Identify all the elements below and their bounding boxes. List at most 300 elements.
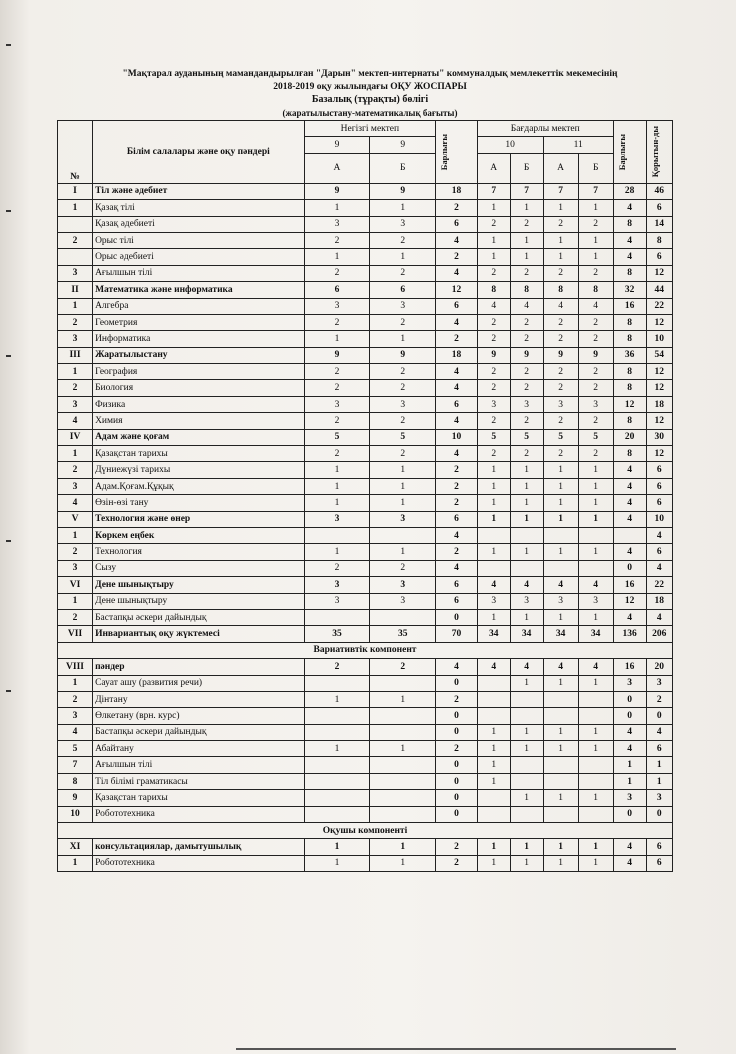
row-number: 1 <box>58 298 93 314</box>
hours-cell: 2 <box>543 216 578 232</box>
row-number: 3 <box>58 478 93 494</box>
hours-cell: 1 <box>543 544 578 560</box>
table-row <box>58 577 673 593</box>
hours-cell: 2 <box>510 446 543 462</box>
hours-cell: 1 <box>477 773 510 789</box>
table-row <box>58 757 673 773</box>
hours-cell: 1 <box>370 200 436 216</box>
hours-cell <box>304 724 370 740</box>
subject-name: Жаратылыстану <box>93 347 305 363</box>
table-row <box>58 609 673 625</box>
hours-cell: 4 <box>613 511 646 527</box>
hours-cell: 7 <box>578 183 613 199</box>
hours-cell: 1 <box>304 495 370 511</box>
hours-cell <box>304 773 370 789</box>
hours-cell <box>578 708 613 724</box>
hours-cell: 9 <box>370 183 436 199</box>
hours-cell <box>543 527 578 543</box>
hours-cell: 4 <box>510 577 543 593</box>
hours-cell: 3 <box>370 396 436 412</box>
hours-cell: 2 <box>578 413 613 429</box>
hours-cell <box>304 527 370 543</box>
hours-cell: 2 <box>510 364 543 380</box>
hours-cell <box>578 773 613 789</box>
margin-mark <box>6 44 11 46</box>
table-row <box>58 724 673 740</box>
hours-cell: 16 <box>613 659 646 675</box>
hours-cell: 6 <box>436 298 478 314</box>
hours-cell: 8 <box>578 282 613 298</box>
hours-cell: 2 <box>477 364 510 380</box>
subject-name: Орыс әдебиеті <box>93 249 305 265</box>
hours-cell: 2 <box>477 314 510 330</box>
hours-cell: 1 <box>477 724 510 740</box>
hours-cell: 4 <box>436 265 478 281</box>
hours-cell: 5 <box>304 429 370 445</box>
header-plan-title: 2018-2019 оқу жылындағы ОҚУ ЖОСПАРЫ <box>273 82 467 92</box>
hours-cell: 1 <box>578 511 613 527</box>
row-number: 2 <box>58 232 93 248</box>
hours-cell: 8 <box>543 282 578 298</box>
hours-cell <box>543 806 578 822</box>
subject-name: Адам.Қоғам.Құқық <box>93 478 305 494</box>
hours-cell: 2 <box>578 380 613 396</box>
table-row <box>58 298 673 314</box>
hours-cell: 3 <box>578 396 613 412</box>
hours-cell: 4 <box>613 724 646 740</box>
hours-cell: 20 <box>646 659 672 675</box>
table-row <box>58 560 673 576</box>
hours-cell: 9 <box>510 347 543 363</box>
table-row <box>58 478 673 494</box>
hours-cell: 1 <box>304 741 370 757</box>
hours-cell <box>477 527 510 543</box>
hours-cell: 1 <box>613 773 646 789</box>
hours-cell: 34 <box>578 626 613 642</box>
hours-cell: 1 <box>613 757 646 773</box>
hours-cell: 12 <box>646 265 672 281</box>
hours-cell: 1 <box>370 462 436 478</box>
hours-cell: 6 <box>646 855 672 871</box>
hours-cell: 0 <box>436 757 478 773</box>
hours-cell: 7 <box>543 183 578 199</box>
hours-cell: 12 <box>613 593 646 609</box>
subject-name: Сауат ашу (развития речи) <box>93 675 305 691</box>
hours-cell: 12 <box>646 380 672 396</box>
header-part-title: Базалық (тұрақты) бөлігі <box>311 94 429 105</box>
hours-cell <box>510 757 543 773</box>
hours-cell: 2 <box>477 413 510 429</box>
hours-cell: 4 <box>578 659 613 675</box>
row-number: 1 <box>58 364 93 380</box>
hours-cell: 206 <box>646 626 672 642</box>
hours-cell: 12 <box>646 314 672 330</box>
row-number: 5 <box>58 741 93 757</box>
hours-cell: 4 <box>436 446 478 462</box>
hours-cell: 1 <box>578 675 613 691</box>
hours-cell: 1 <box>304 249 370 265</box>
hours-cell: 3 <box>646 790 672 806</box>
table-row <box>58 462 673 478</box>
hours-cell <box>613 527 646 543</box>
hours-cell: 0 <box>436 675 478 691</box>
margin-mark <box>6 210 11 212</box>
hours-cell: 1 <box>477 511 510 527</box>
hours-cell: 30 <box>646 429 672 445</box>
col-header-basic-school: Негізгі мектеп <box>304 121 436 137</box>
hours-cell: 1 <box>543 609 578 625</box>
hours-cell: 54 <box>646 347 672 363</box>
hours-cell: 1 <box>477 609 510 625</box>
hours-cell <box>578 806 613 822</box>
subject-name: Дене шынықтыру <box>93 577 305 593</box>
hours-cell: 1 <box>370 331 436 347</box>
hours-cell: 4 <box>646 527 672 543</box>
row-number: VI <box>58 577 93 593</box>
hours-cell <box>477 560 510 576</box>
row-number: 2 <box>58 609 93 625</box>
hours-cell: 2 <box>304 364 370 380</box>
table-row <box>58 413 673 429</box>
row-number: V <box>58 511 93 527</box>
hours-cell: 1 <box>578 839 613 855</box>
class-letter: А <box>477 153 510 183</box>
hours-cell: 8 <box>613 446 646 462</box>
hours-cell: 2 <box>370 560 436 576</box>
hours-cell: 70 <box>436 626 478 642</box>
hours-cell <box>477 675 510 691</box>
hours-cell: 4 <box>578 577 613 593</box>
subject-name: Тіл және әдебиет <box>93 183 305 199</box>
hours-cell: 4 <box>510 659 543 675</box>
hours-cell: 2 <box>578 331 613 347</box>
table-row <box>58 790 673 806</box>
hours-cell: 6 <box>370 282 436 298</box>
hours-cell: 1 <box>510 478 543 494</box>
hours-cell: 2 <box>510 265 543 281</box>
hours-cell: 1 <box>510 200 543 216</box>
hours-cell: 16 <box>613 577 646 593</box>
hours-cell: 18 <box>436 347 478 363</box>
subject-name: Қазақстан тарихы <box>93 790 305 806</box>
hours-cell: 4 <box>613 462 646 478</box>
hours-cell <box>477 708 510 724</box>
hours-cell: 1 <box>477 741 510 757</box>
hours-cell: 1 <box>477 232 510 248</box>
hours-cell: 4 <box>613 544 646 560</box>
hours-cell <box>543 757 578 773</box>
hours-cell: 4 <box>646 609 672 625</box>
hours-cell: 2 <box>510 380 543 396</box>
hours-cell: 1 <box>477 478 510 494</box>
hours-cell: 35 <box>304 626 370 642</box>
row-number: 2 <box>58 314 93 330</box>
hours-cell: 1 <box>477 839 510 855</box>
hours-cell: 1 <box>543 200 578 216</box>
hours-cell <box>510 527 543 543</box>
hours-cell: 8 <box>477 282 510 298</box>
hours-cell: 12 <box>613 396 646 412</box>
hours-cell: 4 <box>578 298 613 314</box>
hours-cell <box>304 790 370 806</box>
hours-cell: 1 <box>543 249 578 265</box>
subject-name: Бастапқы әскери дайындық <box>93 724 305 740</box>
col-header-profile-school: Бағдарлы мектеп <box>477 121 613 137</box>
table-row <box>58 839 673 855</box>
table-row <box>58 659 673 675</box>
hours-cell: 2 <box>510 216 543 232</box>
hours-cell: 2 <box>510 314 543 330</box>
hours-cell: 1 <box>543 511 578 527</box>
hours-cell: 34 <box>543 626 578 642</box>
hours-cell: 4 <box>613 495 646 511</box>
hours-cell: 3 <box>543 396 578 412</box>
hours-cell <box>370 806 436 822</box>
hours-cell: 7 <box>510 183 543 199</box>
hours-cell: 1 <box>578 200 613 216</box>
hours-cell: 1 <box>510 675 543 691</box>
hours-cell: 8 <box>613 380 646 396</box>
hours-cell: 1 <box>510 839 543 855</box>
hours-cell: 3 <box>510 593 543 609</box>
row-number: 3 <box>58 331 93 347</box>
hours-cell <box>510 806 543 822</box>
hours-cell: 3 <box>477 396 510 412</box>
table-row <box>58 806 673 822</box>
hours-cell: 2 <box>370 314 436 330</box>
subject-name: Дүниежүзі тарихы <box>93 462 305 478</box>
table-row <box>58 396 673 412</box>
hours-cell: 1 <box>304 478 370 494</box>
hours-cell: 1 <box>510 724 543 740</box>
hours-cell: 1 <box>510 741 543 757</box>
hours-cell: 1 <box>543 724 578 740</box>
hours-cell: 1 <box>304 462 370 478</box>
hours-cell: 1 <box>543 790 578 806</box>
subject-name: Технология және өнер <box>93 511 305 527</box>
hours-cell: 10 <box>436 429 478 445</box>
section-title: Оқушы компоненті <box>58 823 673 839</box>
hours-cell: 2 <box>578 216 613 232</box>
hours-cell: 2 <box>436 839 478 855</box>
hours-cell: 9 <box>477 347 510 363</box>
hours-cell <box>477 691 510 707</box>
hours-cell: 4 <box>613 609 646 625</box>
hours-cell: 7 <box>477 183 510 199</box>
hours-cell: 1 <box>543 675 578 691</box>
hours-cell: 1 <box>370 741 436 757</box>
row-number: 2 <box>58 691 93 707</box>
hours-cell <box>370 757 436 773</box>
subject-name: Физика <box>93 396 305 412</box>
hours-cell: 4 <box>613 200 646 216</box>
hours-cell <box>543 708 578 724</box>
hours-cell: 2 <box>370 413 436 429</box>
hours-cell: 12 <box>436 282 478 298</box>
table-row <box>58 691 673 707</box>
table-row <box>58 446 673 462</box>
hours-cell: 1 <box>304 331 370 347</box>
col-header-grand: Қорытын-ды <box>646 121 672 184</box>
hours-cell: 4 <box>436 560 478 576</box>
table-row <box>58 249 673 265</box>
hours-cell: 20 <box>613 429 646 445</box>
hours-cell: 6 <box>304 282 370 298</box>
subject-name: Өзін-өзі тану <box>93 495 305 511</box>
table-row <box>58 216 673 232</box>
subject-name: консультациялар, дамытушылық <box>93 839 305 855</box>
hours-cell: 0 <box>646 806 672 822</box>
hours-cell: 0 <box>436 708 478 724</box>
hours-cell: 3 <box>304 577 370 593</box>
hours-cell: 0 <box>613 708 646 724</box>
hours-cell: 6 <box>646 839 672 855</box>
table-row <box>58 380 673 396</box>
hours-cell: 0 <box>436 790 478 806</box>
table-row <box>58 495 673 511</box>
row-number: 1 <box>58 527 93 543</box>
table-row <box>58 232 673 248</box>
hours-cell: 2 <box>578 265 613 281</box>
table-row <box>58 200 673 216</box>
hours-cell: 5 <box>370 429 436 445</box>
hours-cell <box>304 609 370 625</box>
hours-cell: 2 <box>436 478 478 494</box>
hours-cell: 1 <box>477 249 510 265</box>
subject-name: Адам және қоғам <box>93 429 305 445</box>
hours-cell: 4 <box>436 232 478 248</box>
row-number: 8 <box>58 773 93 789</box>
class-letter: А <box>543 153 578 183</box>
table-row <box>58 626 673 642</box>
hours-cell: 0 <box>436 806 478 822</box>
hours-cell: 4 <box>436 364 478 380</box>
hours-cell: 2 <box>543 314 578 330</box>
hours-cell <box>578 691 613 707</box>
hours-cell: 2 <box>543 380 578 396</box>
table-row <box>58 593 673 609</box>
hours-cell: 0 <box>613 691 646 707</box>
hours-cell: 12 <box>646 413 672 429</box>
hours-cell: 1 <box>510 790 543 806</box>
hours-cell: 18 <box>646 593 672 609</box>
subject-name: Сызу <box>93 560 305 576</box>
row-number: 1 <box>58 593 93 609</box>
table-row <box>58 364 673 380</box>
hours-cell: 1 <box>543 462 578 478</box>
hours-cell: 3 <box>304 396 370 412</box>
subject-name: Инвариантық оқу жүктемесі <box>93 626 305 642</box>
hours-cell: 9 <box>578 347 613 363</box>
row-number: 3 <box>58 265 93 281</box>
header-school-name: "Мақтарал ауданының мамандандырылған "Дарын" мектеп-интернаты" коммуналдық мемлекеттік мекемесінің <box>122 69 618 79</box>
hours-cell: 5 <box>510 429 543 445</box>
table-row <box>58 855 673 871</box>
hours-cell: 1 <box>510 462 543 478</box>
hours-cell: 4 <box>646 724 672 740</box>
hours-cell: 3 <box>613 675 646 691</box>
hours-cell: 4 <box>543 659 578 675</box>
hours-cell: 46 <box>646 183 672 199</box>
subject-name: Ағылшын тілі <box>93 757 305 773</box>
hours-cell: 1 <box>370 495 436 511</box>
hours-cell: 2 <box>578 446 613 462</box>
hours-cell: 9 <box>304 183 370 199</box>
hours-cell: 2 <box>370 364 436 380</box>
hours-cell: 1 <box>578 741 613 757</box>
hours-cell: 6 <box>436 593 478 609</box>
col-header-subject: Білім салалары және оқу пәндері <box>93 121 305 184</box>
subject-name: Информатика <box>93 331 305 347</box>
hours-cell: 44 <box>646 282 672 298</box>
subject-name: Дене шынықтыру <box>93 593 305 609</box>
hours-cell: 8 <box>613 216 646 232</box>
hours-cell: 6 <box>646 544 672 560</box>
table-row <box>58 314 673 330</box>
hours-cell: 2 <box>477 265 510 281</box>
subject-name: Қазақ тілі <box>93 200 305 216</box>
hours-cell <box>370 724 436 740</box>
row-number: 3 <box>58 708 93 724</box>
hours-cell: 6 <box>436 577 478 593</box>
hours-cell <box>370 527 436 543</box>
hours-cell <box>543 773 578 789</box>
hours-cell: 1 <box>370 544 436 560</box>
hours-cell: 9 <box>543 347 578 363</box>
hours-cell: 2 <box>304 659 370 675</box>
hours-cell: 136 <box>613 626 646 642</box>
row-number: 2 <box>58 544 93 560</box>
hours-cell <box>510 691 543 707</box>
hours-cell: 22 <box>646 298 672 314</box>
hours-cell <box>578 560 613 576</box>
grade-label: 10 <box>477 137 543 153</box>
hours-cell: 4 <box>436 314 478 330</box>
hours-cell: 6 <box>646 478 672 494</box>
curriculum-table <box>57 120 673 872</box>
hours-cell: 3 <box>613 790 646 806</box>
hours-cell: 2 <box>543 265 578 281</box>
table-row <box>58 347 673 363</box>
hours-cell: 8 <box>613 265 646 281</box>
hours-cell: 1 <box>510 855 543 871</box>
hours-cell: 1 <box>646 773 672 789</box>
hours-cell: 4 <box>613 232 646 248</box>
bottom-edge <box>236 1048 676 1050</box>
hours-cell: 1 <box>304 200 370 216</box>
grade-label: 9 <box>370 137 436 153</box>
hours-cell: 1 <box>578 462 613 478</box>
hours-cell <box>543 691 578 707</box>
hours-cell: 2 <box>477 446 510 462</box>
section-title-row <box>58 823 673 839</box>
subject-name: пәндер <box>93 659 305 675</box>
hours-cell: 1 <box>578 855 613 871</box>
hours-cell <box>304 806 370 822</box>
subject-name: Геометрия <box>93 314 305 330</box>
hours-cell: 4 <box>543 577 578 593</box>
hours-cell <box>510 560 543 576</box>
margin-mark <box>6 540 11 542</box>
margin-mark <box>6 690 11 692</box>
row-number: 3 <box>58 560 93 576</box>
hours-cell: 0 <box>646 708 672 724</box>
subject-name: Көркем еңбек <box>93 527 305 543</box>
hours-cell: 1 <box>543 839 578 855</box>
row-number <box>58 216 93 232</box>
hours-cell: 1 <box>370 855 436 871</box>
hours-cell: 18 <box>646 396 672 412</box>
